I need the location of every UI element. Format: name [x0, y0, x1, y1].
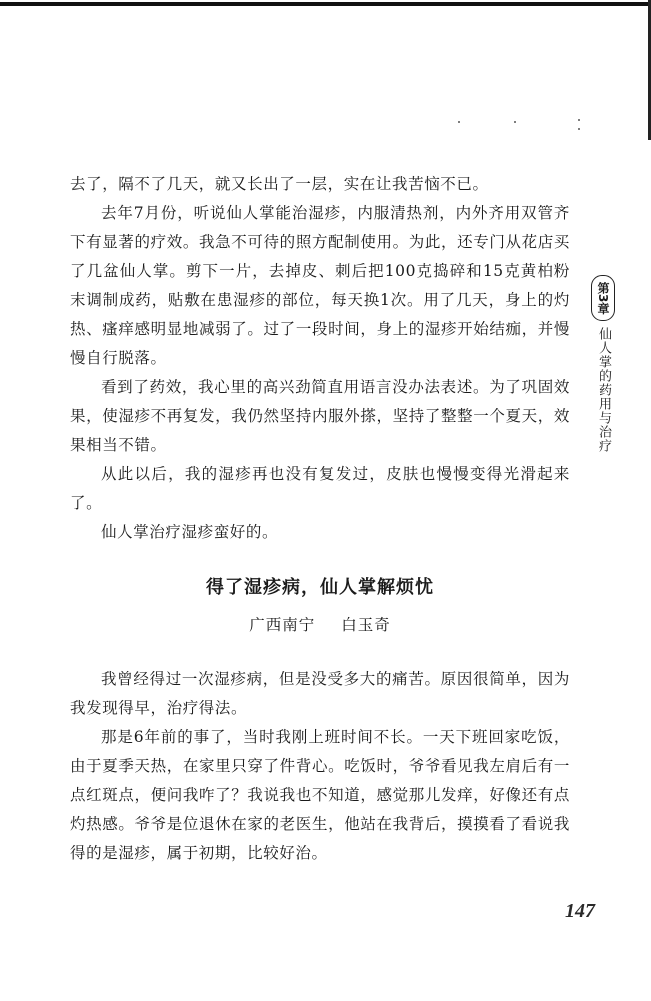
- paragraph: 那是6年前的事了，当时我刚上班时间不长。一天下班回家吃饭，由于夏季天热，在家里只穿了件背心。吃饭时，爷爷看见我左肩后有一点红斑点，便问我咋了？我说我也不知道，感觉那儿发痒，好像还有点灼热感。爷爷是位退休在家的老医生，他站在我背后，摸摸看了看说我得的是湿疹，属于初期，比较好治。: [70, 728, 570, 862]
- paragraph: 看到了药效，我心里的高兴劲简直用语言没办法表述。为了巩固效果，使湿疹不再复发，我仍然坚持内服外搽，坚持了整整一个夏天，效果相当不错。: [70, 378, 570, 454]
- page-number: 147: [565, 900, 595, 922]
- scan-speck: [514, 121, 516, 123]
- article-title: 得了湿疹病，仙人掌解烦忧: [206, 577, 434, 598]
- author-name: 白玉奇: [341, 616, 391, 634]
- paragraph: 仙人掌治疗湿疹蛮好的。: [101, 523, 279, 541]
- chapter-badge: 第3章: [591, 275, 615, 321]
- chapter-side-tab: [590, 275, 616, 453]
- paragraph-continuation: 去了，隔不了几天，就又长出了一层，实在让我苦恼不已。: [70, 175, 489, 193]
- byline: [70, 613, 570, 635]
- page-body: [70, 170, 570, 868]
- paragraph: 从此以后，我的湿疹再也没有复发过，皮肤也慢慢变得光滑起来了。: [70, 465, 570, 512]
- scan-speck: [578, 119, 580, 121]
- top-rule: [0, 2, 651, 6]
- scan-speck: [578, 128, 580, 130]
- chapter-title: 仙人掌的药用与治疗: [596, 327, 611, 454]
- scan-speck: [458, 121, 460, 123]
- paragraph: 去年7月份，听说仙人掌能治湿疹，内服清热剂，内外齐用双管齐下有显著的疗效。我急不可待的照方配制使用。为此，还专门从花店买了几盆仙人掌。剪下一片，去掉皮、刺后把100克捣碎和15克黄柏粉末调制成药，贴敷在患湿疹的部位，每天换1次。用了几天，身上的灼热、瘙痒感明显地减弱了。过了一段时间，身上的湿疹开始结痂，并慢慢自行脱落。: [70, 204, 570, 367]
- paragraph: 我曾经得过一次湿疹病，但是没受多大的痛苦。原因很简单，因为我发现得早，治疗得法。: [70, 670, 570, 717]
- author-location: 广西南宁: [249, 616, 316, 634]
